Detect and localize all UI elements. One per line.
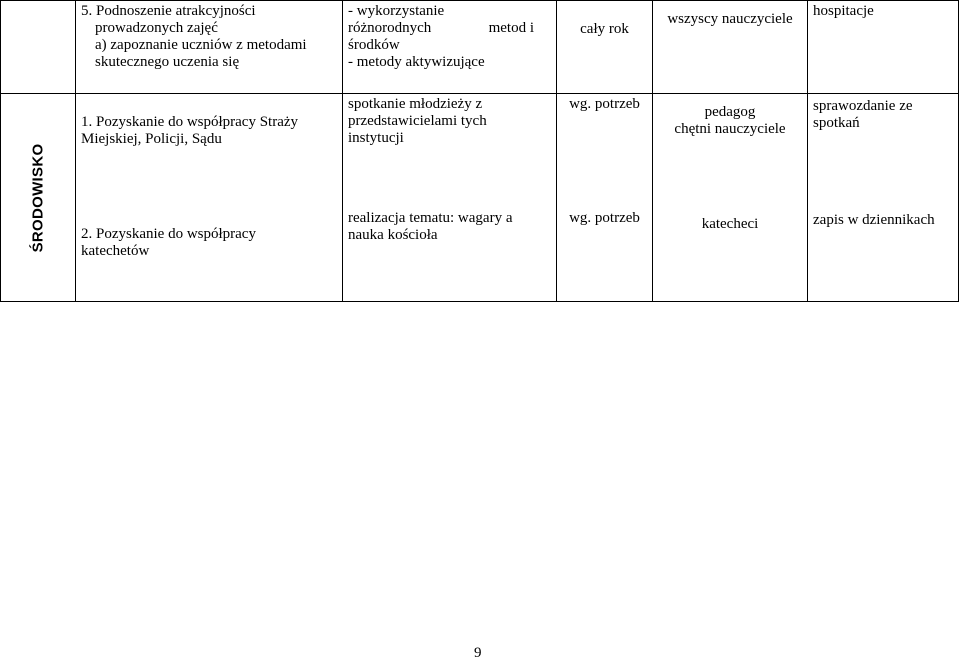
methods-line: realizacja tematu: wagary a (348, 210, 513, 226)
term-text: wg. potrzeb (569, 210, 640, 226)
methods-line (348, 20, 552, 37)
evaluation-line: sprawozdanie ze (813, 98, 913, 114)
methods-cell (343, 94, 557, 302)
methods-line: środków (348, 37, 400, 53)
evaluation-cell (808, 94, 959, 302)
section-cell (1, 94, 76, 302)
goal-line: katechetów (81, 243, 150, 259)
page-number: 9 (474, 645, 482, 661)
goal-line: Miejskiej, Policji, Sądu (81, 131, 222, 147)
responsible-line: chętni nauczyciele (674, 121, 786, 137)
table-row (1, 1, 959, 94)
goal-line: 2. Pozyskanie do współpracy (81, 226, 256, 242)
methods-word: metod i (488, 20, 534, 36)
goal-line: skutecznego uczenia się (95, 54, 240, 70)
goal-line: 1. Pozyskanie do współpracy Straży (81, 114, 299, 130)
section-label: ŚRODOWISKO (29, 143, 47, 252)
plan-table (0, 0, 959, 302)
evaluation-cell (808, 1, 959, 94)
evaluation-text: hospitacje (813, 3, 874, 19)
goal-cell (76, 1, 343, 94)
goal-cell (76, 94, 343, 302)
responsible-cell (653, 1, 808, 94)
methods-line: nauka kościoła (348, 227, 438, 243)
section-cell-empty (1, 1, 76, 94)
term-text: wg. potrzeb (569, 96, 640, 112)
methods-line: instytucji (348, 130, 404, 146)
responsible-text: wszyscy nauczyciele (667, 11, 793, 27)
term-cell (557, 1, 653, 94)
goal-line: prowadzonych zajęć (95, 20, 218, 36)
responsible-cell (653, 94, 808, 302)
goal-line: 5. Podnoszenie atrakcyjności (81, 3, 256, 19)
methods-line: - wykorzystanie (348, 3, 445, 19)
responsible-line: pedagog (704, 104, 756, 120)
responsible-line: katecheci (701, 216, 759, 232)
table-row (1, 94, 959, 302)
methods-line: spotkanie młodzieży z (348, 96, 483, 112)
term-cell (557, 94, 653, 302)
methods-line: przedstawicielami tych (348, 113, 487, 129)
evaluation-line: zapis w dziennikach (813, 212, 935, 228)
term-text: cały rok (580, 21, 629, 37)
methods-word: różnorodnych (348, 20, 432, 36)
methods-line: - metody aktywizujące (348, 54, 485, 70)
methods-cell (343, 1, 557, 94)
goal-line: a) zapoznanie uczniów z metodami (95, 37, 307, 53)
evaluation-line: spotkań (813, 115, 860, 131)
